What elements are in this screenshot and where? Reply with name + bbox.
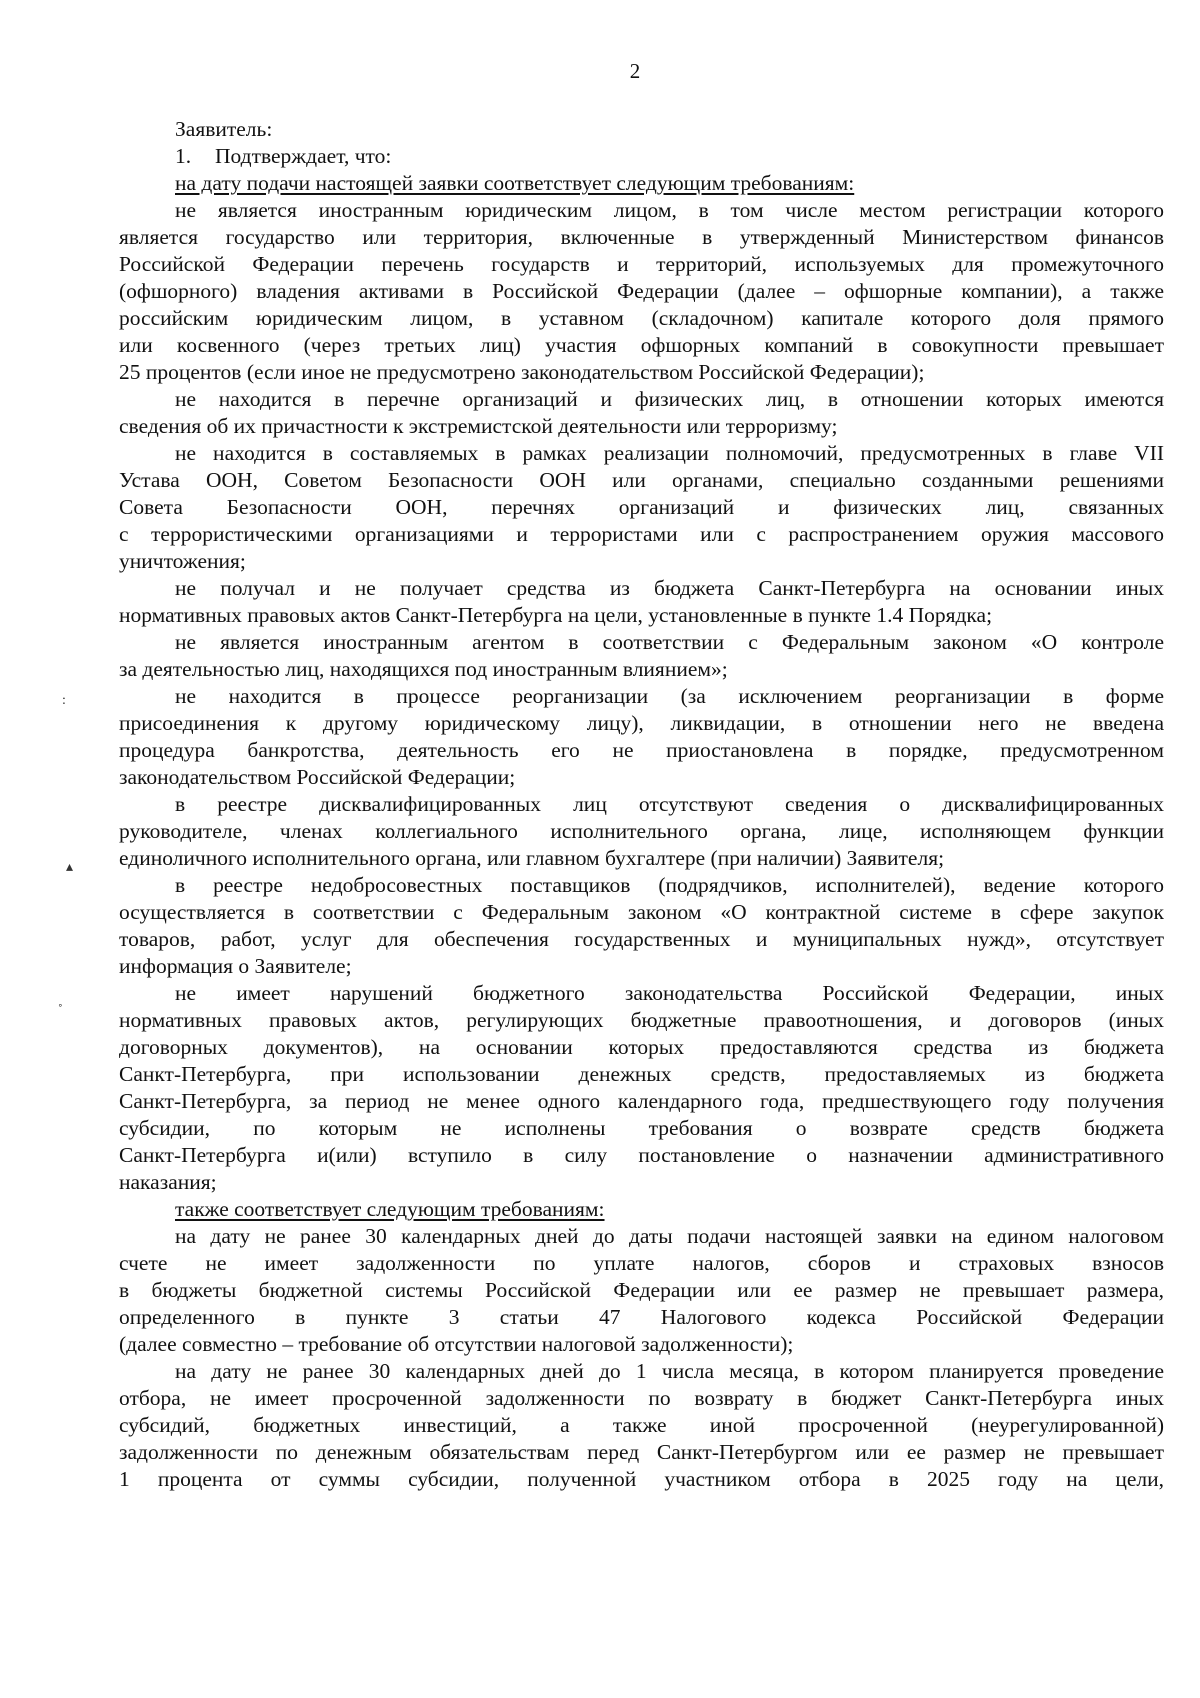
paragraph-overdue-debt [119, 1358, 1164, 1493]
paragraph-disqualified [119, 791, 1164, 872]
text-line: (далее совместно – требование об отсутствии налоговой задолженности); [119, 1332, 794, 1356]
text-line: нормативных правовых актов, регулирующих бюджетные правоотношения, и договоров (иных [119, 1008, 1164, 1032]
paragraph-tax-debt [119, 1223, 1164, 1358]
text-line: осуществляется в соответствии с Федеральным законом «О контрактной системе в сфере закупок [119, 900, 1164, 924]
section-2-heading [119, 1196, 1164, 1223]
text-line: в реестре дисквалифицированных лиц отсутствуют сведения о дисквалифицированных [175, 792, 1164, 816]
scan-artifact-mark: : [62, 693, 66, 708]
text-line: товаров, работ, услуг для обеспечения государственных и муниципальных нужд», отсутствует [119, 927, 1164, 951]
text-line: руководителе, членах коллегиального исполнительного органа, лице, исполняющем функции [119, 819, 1164, 843]
text-line: наказания; [119, 1170, 217, 1194]
text-line: задолженности по денежным обязательствам перед Санкт-Петербургом или ее размер не превышает [119, 1440, 1164, 1464]
text-line: отбора, не имеет просроченной задолженности по возврату в бюджет Санкт-Петербурга иных [119, 1386, 1164, 1410]
text-line: российским юридическим лицом, в уставном (складочном) капитале которого доля прямого [119, 306, 1164, 330]
text-line: субсидии, по которым не исполнены требования о возврате средств бюджета [119, 1116, 1164, 1140]
item-1-label: Подтверждает, что: [215, 144, 392, 168]
text-line: Санкт-Петербурга, за период не менее одного календарного года, предшествующего году получения [119, 1089, 1164, 1113]
section-1-heading [119, 170, 1164, 197]
text-line: не имеет нарушений бюджетного законодательства Российской Федерации, иных [175, 981, 1164, 1005]
text-line: 1 процента от суммы субсидии, полученной участником отбора в 2025 году на цели, [119, 1467, 1164, 1491]
text-line: 25 процентов (если иное не предусмотрено законодательством Российской Федерации); [119, 360, 925, 384]
text-line: уничтожения; [119, 549, 246, 573]
text-line: на дату не ранее 30 календарных дней до даты подачи настоящей заявки на едином налоговом [175, 1224, 1164, 1248]
text-line: информация о Заявителе; [119, 954, 352, 978]
text-line: Российской Федерации перечень государств и территорий, используемых для промежуточного [119, 252, 1164, 276]
paragraph-budget-violations [119, 980, 1164, 1196]
text-line: сведения об их причастности к экстремистской деятельности или терроризму; [119, 414, 838, 438]
page-number: 2 [629, 59, 641, 83]
text-line: не является иностранным агентом в соответствии с Федеральным законом «О контроле [175, 630, 1164, 654]
text-line: на дату не ранее 30 календарных дней до 1 числа месяца, в котором планируется проведение [175, 1359, 1164, 1383]
text-line: в реестре недобросовестных поставщиков (подрядчиков, исполнителей), ведение которого [175, 873, 1164, 897]
text-line: субсидий, бюджетных инвестиций, а также иной просроченной (неурегулированной) [119, 1413, 1164, 1437]
text-line: (офшорного) владения активами в Российской Федерации (далее – офшорные компании), а также [119, 279, 1164, 303]
text-line: определенного в пункте 3 статьи 47 Налогового кодекса Российской Федерации [119, 1305, 1164, 1329]
item-1-number: 1. [175, 144, 192, 168]
text-line: не является иностранным юридическим лицом, в том числе местом регистрации которого [175, 198, 1164, 222]
paragraph-extremism [119, 386, 1164, 440]
text-line: не находится в перечне организаций и физических лиц, в отношении которых имеются [175, 387, 1164, 411]
text-line: Санкт-Петербурга, при использовании денежных средств, предоставляемых из бюджета [119, 1062, 1164, 1086]
text-line: договорных документов), на основании которых предоставляются средства из бюджета [119, 1035, 1164, 1059]
text-line: присоединения к другому юридическому лицу), ликвидации, в отношении него не введена [119, 711, 1164, 735]
text-line: нормативных правовых актов Санкт-Петербурга на цели, установленные в пункте 1.4 Порядка; [119, 603, 993, 627]
text-line: единоличного исполнительного органа, или главном бухгалтере (при наличии) Заявителя; [119, 846, 945, 870]
section-2-heading-text: также соответствует следующим требованиям: [175, 1197, 605, 1221]
text-line: в бюджеты бюджетной системы Российской Федерации или ее размер не превышает размера, [119, 1278, 1164, 1302]
paragraph-foreign-agent [119, 629, 1164, 683]
text-line: не находится в составляемых в рамках реализации полномочий, предусмотренных в главе VII [175, 441, 1164, 465]
text-line: Совета Безопасности ООН, перечнях организаций и физических лиц, связанных [119, 495, 1164, 519]
scan-artifact-mark: ▴ [66, 860, 74, 875]
text-line: не получал и не получает средства из бюджета Санкт-Петербурга на основании иных [175, 576, 1164, 600]
text-line: законодательством Российской Федерации; [119, 765, 516, 789]
paragraph-offshore [119, 197, 1164, 386]
paragraph-un-sanctions [119, 440, 1164, 575]
text-line: процедура банкротства, деятельность его не приостановлена в порядке, предусмотренном [119, 738, 1164, 762]
scan-artifact-mark: ˚ [58, 1003, 63, 1018]
paragraph-reorganization [119, 683, 1164, 791]
text-line: за деятельностью лиц, находящихся под иностранным влиянием»; [119, 657, 728, 681]
applicant-heading: Заявитель: [175, 117, 273, 141]
text-line: с террористическими организациями и террористами или с распространением оружия массового [119, 522, 1164, 546]
text-line: Устава ООН, Советом Безопасности ООН или органами, специально созданными решениями [119, 468, 1164, 492]
text-line: счете не имеет задолженности по уплате налогов, сборов и страховых взносов [119, 1251, 1164, 1275]
text-line: является государство или территория, включенные в утвержденный Министерством финансов [119, 225, 1164, 249]
paragraph-budget-funds [119, 575, 1164, 629]
text-line: Санкт-Петербурга и(или) вступило в силу постановление о назначении административного [119, 1143, 1164, 1167]
paragraph-suppliers-registry [119, 872, 1164, 980]
section-1-heading-text: на дату подачи настоящей заявки соответствует следующим требованиям: [175, 171, 855, 195]
text-line: не находится в процессе реорганизации (за исключением реорганизации в форме [175, 684, 1164, 708]
item-1 [119, 143, 1164, 170]
document-body [119, 116, 1164, 1493]
text-line: или косвенного (через третьих лиц) участия офшорных компаний в совокупности превышает [119, 333, 1164, 357]
